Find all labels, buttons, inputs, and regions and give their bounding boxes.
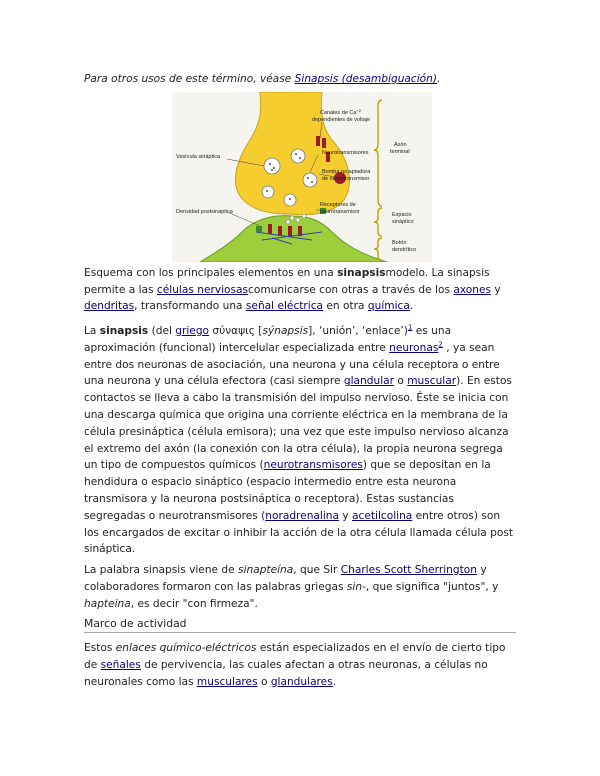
label-boton: Botón	[392, 240, 407, 246]
link-dendritas[interactable]: dendritas	[84, 300, 135, 312]
label-vesicula: Vesícula sináptica	[176, 154, 221, 160]
section-heading: Marco de actividad	[84, 617, 516, 633]
label-espacio-2: sináptico	[392, 219, 414, 225]
link-senal-electrica[interactable]: señal eléctrica	[245, 300, 324, 312]
caption-bold: sinapsis	[337, 267, 386, 279]
label-canales-2: dependientes de voltaje	[312, 117, 371, 123]
link-senales[interactable]: señales	[100, 658, 141, 671]
link-glandulares[interactable]: glandulares	[270, 675, 333, 688]
link-muscular[interactable]: muscular	[407, 375, 457, 388]
hatnote-text: Para otros usos de este término, véase	[84, 73, 295, 85]
link-sherrington[interactable]: Charles Scott Sherrington	[340, 564, 477, 576]
ref-2[interactable]: 2	[438, 340, 443, 349]
link-musculares[interactable]: musculares	[196, 675, 258, 688]
link-neuronas[interactable]: neuronas	[389, 341, 439, 354]
link-griego[interactable]: griego	[175, 325, 210, 337]
paragraph-intro: La sinapsis (del griego σύναψις [sýnapsis], ‘unión’, ‘enlace’)$^1$ es una aproximación (funcional) intercelular especializada entre neuronas$^2$ , ya sean entre dos neuronas de asociación, una neurona y una célula receptora o entre una neurona y una célula efectora (casi siempre glandular o muscular). En estos contactos se lleva a cabo la transmisión del impulso nervioso. Éste se inicia con una descarga química que origina una corriente eléctrica en la membrana de la célula presináptica (célula emisora); una vez que este impulso nervioso alcanza el extremo del axón (la conexión con la otra célula), la propia neurona segrega un tipo de compuestos químicos (neurotransmisores) que se depositan en la hendidura o espacio sináptico (espacio intermedio entre esta neurona transmisora y la neurona postsináptica o receptora). Estas sustancias segregadas o neurotransmisores (noradrenalina y acetilcolina entre otros) son los encargados de excitar o inhibir la acción de la otra célula llamada célula post sináptica.	[84, 323, 514, 556]
paragraph-activity: Estos enlaces químico-eléctricos están especializados en el envío de cierto tipo de señales de pervivencia, las cuales afectan a otras neuronas, a células no neuronales como las musculares o glandulares.	[84, 642, 506, 688]
link-noradrenalina[interactable]: noradrenalina	[265, 509, 339, 522]
label-receptores-2: neurotransmisor	[320, 209, 360, 215]
synapse-diagram[interactable]	[172, 92, 432, 262]
synapse-diagram-svg	[172, 92, 432, 262]
label-bomba-2: de neurotransmisor	[322, 176, 370, 182]
disambiguation-link[interactable]: Sinapsis (desambiguación)	[294, 73, 438, 85]
link-quimica[interactable]: química	[367, 300, 410, 312]
hatnote	[84, 73, 440, 85]
label-receptores: Receptores de	[320, 202, 356, 208]
label-boton-2: dendrítico	[392, 247, 417, 253]
label-axon: Axón	[394, 142, 407, 148]
link-acetilcolina[interactable]: acetilcolina	[352, 509, 413, 522]
intro-bold: sinapsis	[99, 325, 149, 337]
figure-caption: Esquema con los principales elementos en una sinapsismodelo. La sinapsis permite a las células nerviosascomunicarse con otras a través de los axones y dendritas, transformando una señal eléctrica en otra química.	[84, 267, 501, 312]
link-glandular[interactable]: glandular	[343, 375, 394, 388]
label-neurotransmisores: Neurotransmisores	[322, 150, 369, 156]
label-densidad: Densidad postsináptica	[176, 209, 233, 215]
link-neurotransmisores[interactable]: neurotransmisores	[263, 459, 363, 472]
ref-1[interactable]: 1	[407, 323, 413, 332]
link-axones[interactable]: axones	[453, 283, 492, 296]
label-bomba: Bomba recaptadora	[322, 169, 371, 175]
paragraph-etymology: La palabra sinapsis viene de sinapteína, que Sir Charles Scott Sherrington y colaboradores formaron con las palabras griegas sin-, que significa "juntos", y hapteina, es decir "con firmeza".	[84, 564, 499, 610]
label-espacio: Espacio	[392, 212, 412, 218]
label-canales: Canales de $Ca^{+2}$	[320, 108, 361, 116]
link-celulas-nerviosas[interactable]: células nerviosas	[156, 283, 249, 296]
label-axon-2: terminal	[390, 149, 410, 155]
hatnote-suffix: .	[437, 73, 441, 85]
